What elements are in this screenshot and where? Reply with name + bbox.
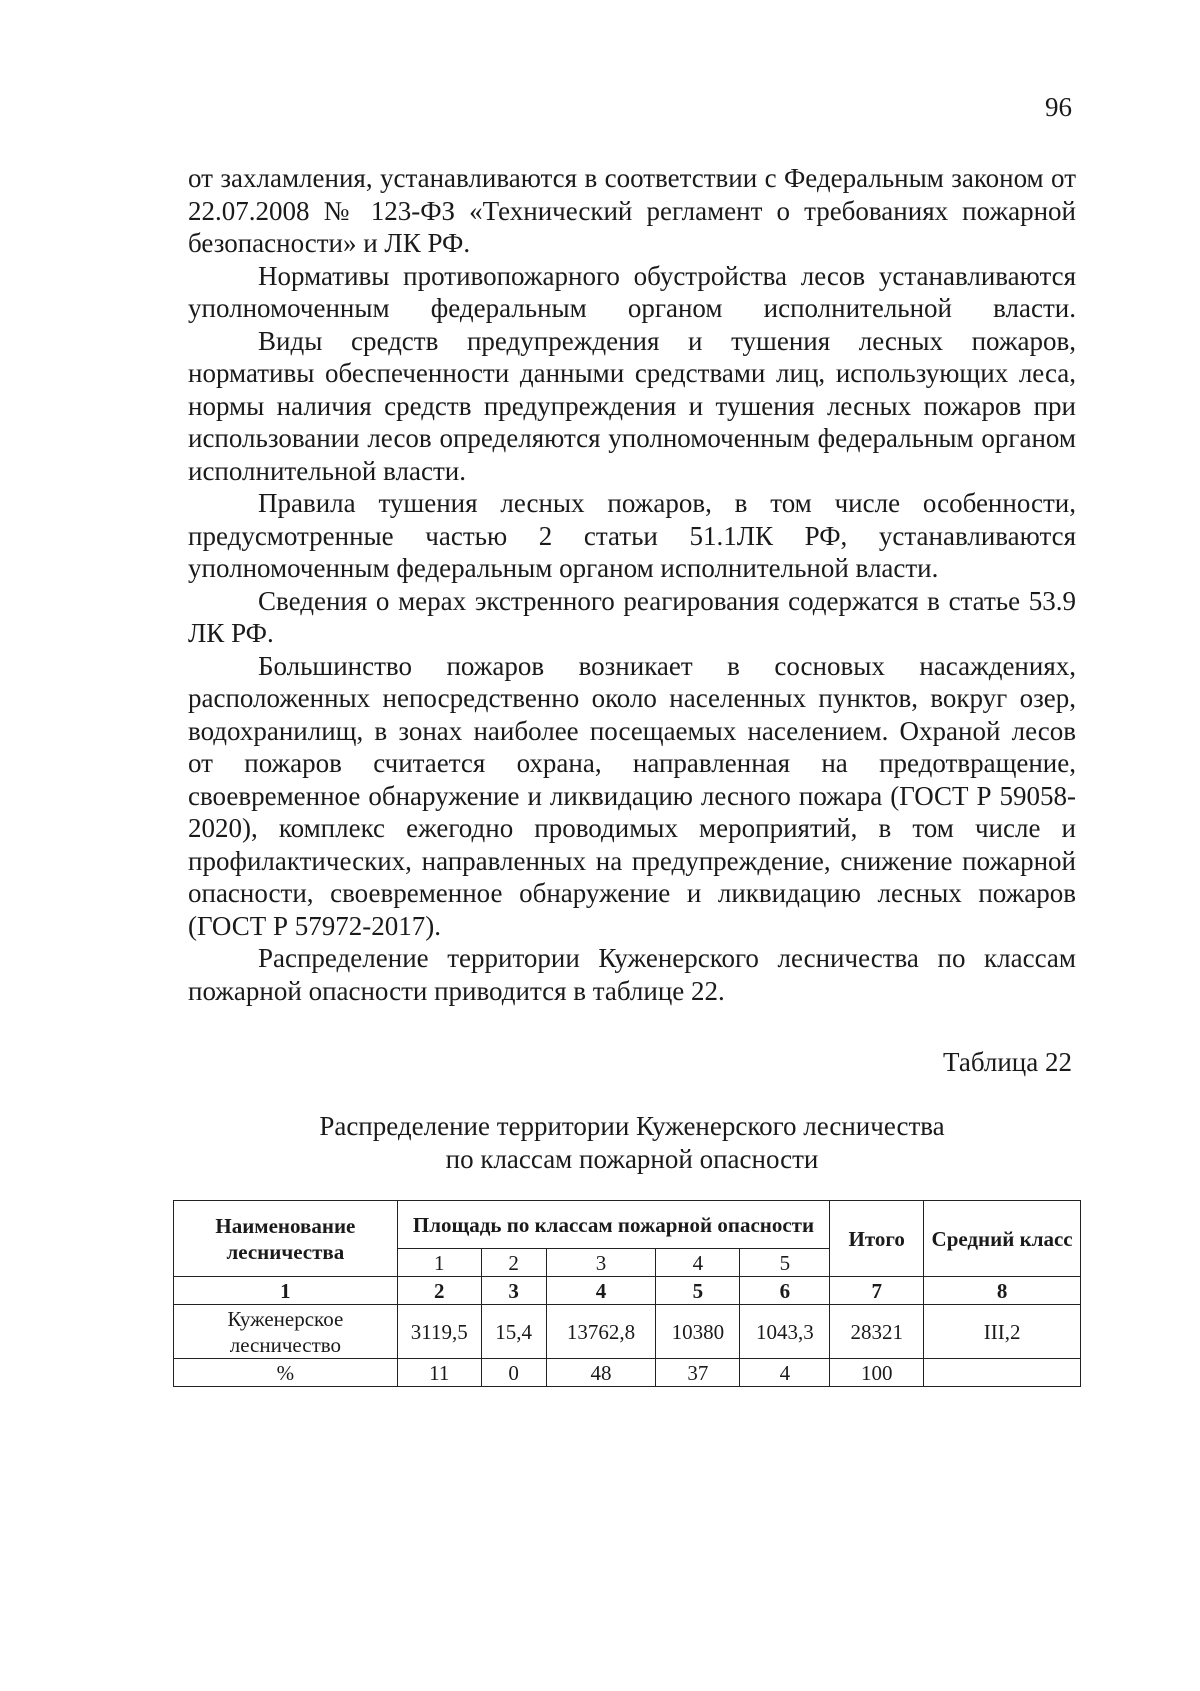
cell-class-2: 15,4 xyxy=(481,1305,546,1359)
paragraph: от захламления, устанавливаются в соответствии с Федеральным законом от 22.07.2008 № 123-ФЗ «Технический регламент о требованиях пожарной безопасности» и ЛК РФ. xyxy=(188,163,1076,258)
cell-class-3: 48 xyxy=(546,1359,656,1387)
numbering-row xyxy=(174,1277,1081,1305)
page-number: 96 xyxy=(1045,92,1072,122)
cell-class-1: 3119,5 xyxy=(397,1305,481,1359)
cell-class-1: 11 xyxy=(397,1359,481,1387)
cell-class-2: 0 xyxy=(481,1359,546,1387)
header-name: Наименование лесничества xyxy=(174,1201,398,1277)
header-avg-class: Средний класс xyxy=(924,1201,1081,1277)
cell-total: 100 xyxy=(830,1359,924,1387)
body-text xyxy=(188,162,1076,1007)
column-number: 2 xyxy=(397,1277,481,1305)
column-number: 4 xyxy=(546,1277,656,1305)
paragraph: Сведения о мерах экстренного реагирования содержатся в статье 53.9 ЛК РФ. xyxy=(188,585,1076,648)
paragraph: Правила тушения лесных пожаров, в том числе особенности, предусмотренные частью 2 статьи 51.1ЛК РФ, устанавливаются уполномоченным федеральным органом исполнительной власти. xyxy=(188,488,1076,583)
row-name: % xyxy=(174,1359,398,1387)
paragraph: Распределение территории Куженерского лесничества по классам пожарной опасности приводится в таблице 22. xyxy=(188,943,1076,1006)
column-number: 8 xyxy=(924,1277,1081,1305)
header-class-3: 3 xyxy=(546,1249,656,1277)
table-caption-line: Распределение территории Куженерского лесничества xyxy=(319,1111,945,1141)
column-number: 5 xyxy=(656,1277,740,1305)
fire-danger-table xyxy=(173,1200,1081,1387)
column-number: 1 xyxy=(174,1277,398,1305)
table-caption xyxy=(188,1110,1076,1176)
column-number: 3 xyxy=(481,1277,546,1305)
header-class-2: 2 xyxy=(481,1249,546,1277)
row-name: Куженерское лесничество xyxy=(174,1305,398,1359)
table-label: Таблица 22 xyxy=(943,1047,1072,1077)
paragraph: Большинство пожаров возникает в сосновых насаждениях, расположенных непосредственно около населенных пунктов, вокруг озер, водохранилищ, в зонах наиболее посещаемых населением. Охраной лесов от пожаров считается охрана, направленная на предотвращение, своевременное обнаружение и ликвидацию лесного пожара (ГОСТ Р 59058-2020), комплекс ежегодно проводимых мероприятий, в том числе и профилактических, направленных на предупреждение, снижение пожарной опасности, своевременное обнаружение и ликвидацию лесных пожаров (ГОСТ Р 57972-2017). xyxy=(188,650,1076,941)
header-class-4: 4 xyxy=(656,1249,740,1277)
cell-class-4: 37 xyxy=(656,1359,740,1387)
column-number: 7 xyxy=(830,1277,924,1305)
table-row xyxy=(174,1359,1081,1387)
table-row xyxy=(174,1305,1081,1359)
header-class-5: 5 xyxy=(740,1249,830,1277)
cell-class-5: 4 xyxy=(740,1359,830,1387)
paragraph: Виды средств предупреждения и тушения лесных пожаров, нормативы обеспеченности данными средствами лиц, использующих леса, нормы наличия средств предупреждения и тушения лесных пожаров при использовании лесов определяются уполномоченным федеральным органом исполнительной власти. xyxy=(188,325,1076,486)
header-area: Площадь по классам пожарной опасности xyxy=(397,1201,830,1249)
cell-total: 28321 xyxy=(830,1305,924,1359)
cell-class-3: 13762,8 xyxy=(546,1305,656,1359)
column-number: 6 xyxy=(740,1277,830,1305)
cell-avg-class xyxy=(924,1359,1081,1387)
header-total: Итого xyxy=(830,1201,924,1277)
table-caption-line: по классам пожарной опасности xyxy=(445,1144,819,1174)
header-class-1: 1 xyxy=(397,1249,481,1277)
cell-class-5: 1043,3 xyxy=(740,1305,830,1359)
cell-avg-class: III,2 xyxy=(924,1305,1081,1359)
paragraph: Нормативы противопожарного обустройства лесов устанавливаются уполномоченным федеральным органом исполнительной власти. xyxy=(188,260,1076,323)
cell-class-4: 10380 xyxy=(656,1305,740,1359)
